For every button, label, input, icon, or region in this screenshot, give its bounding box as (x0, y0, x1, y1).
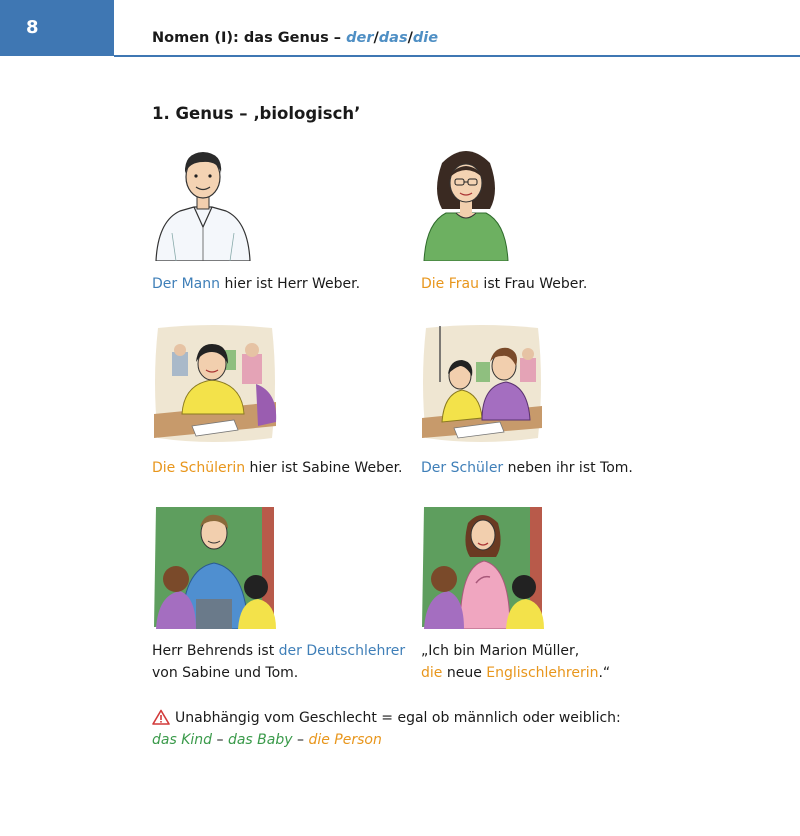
dash-1: – (212, 732, 228, 748)
highlight-der-deutschlehrer: der Deutschlehrer (278, 643, 406, 659)
caption-schueler-rest: neben ihr ist Tom. (503, 460, 633, 476)
caption-lehrer-line2: von Sabine und Tom. (152, 665, 299, 681)
caption-lehrerin (421, 640, 610, 684)
article-das: das (378, 30, 408, 46)
caption-lehrer (152, 640, 405, 684)
highlight-der-mann: Der Mann (152, 276, 221, 292)
highlight-die-schuelerin: Die Schülerin (152, 460, 246, 476)
englischlehrerin-illustration (420, 505, 544, 629)
example-das-kind: das Kind (152, 732, 213, 748)
schuelerin-illustration (152, 322, 278, 444)
note-line2 (152, 729, 621, 751)
caption-lehrerin-mid: neue (442, 665, 487, 681)
caption-mann (152, 273, 360, 295)
highlight-die-frau: Die Frau (421, 276, 479, 292)
note-text: Unabhängig vom Geschlecht = egal ob männlich oder weiblich: (175, 710, 621, 726)
warning-triangle-icon (152, 709, 170, 725)
caption-lehrer-prefix: Herr Behrends ist (152, 643, 279, 659)
man-illustration (152, 143, 254, 261)
caption-lehrer-line1 (152, 640, 405, 662)
slash-1: / (373, 30, 379, 46)
caption-schuelerin-rest: hier ist Sabine Weber. (245, 460, 403, 476)
deutschlehrer-illustration (152, 505, 276, 629)
highlight-der-schueler: Der Schüler (421, 460, 504, 476)
caption-frau (421, 273, 587, 295)
header-rule (114, 55, 800, 57)
caption-schueler (421, 457, 633, 479)
example-das-baby: das Baby (227, 732, 293, 748)
caption-frau-rest: ist Frau Weber. (478, 276, 588, 292)
caption-mann-rest: hier ist Herr Weber. (220, 276, 361, 292)
caption-lehrerin-end: .“ (598, 665, 611, 681)
caption-schuelerin (152, 457, 402, 479)
caption-lehrerin-line2 (421, 662, 610, 684)
schueler-illustration (420, 322, 544, 444)
example-die-person: die Person (308, 732, 382, 748)
woman-illustration (420, 143, 512, 261)
page-number: 8 (26, 17, 39, 38)
note-block (152, 707, 621, 751)
article-die: die (412, 30, 439, 46)
article-der: der (346, 30, 374, 46)
highlight-die: die (421, 665, 443, 681)
section-title: 1. Genus – ‚biologisch’ (152, 104, 361, 123)
dash-2: – (292, 732, 309, 748)
chapter-title-prefix: Nomen (I): das Genus – (152, 30, 347, 46)
page-number-tab (0, 0, 114, 56)
highlight-englischlehrerin: Englischlehrerin (486, 665, 599, 681)
chapter-title (152, 30, 438, 46)
caption-lehrerin-line1: „Ich bin Marion Müller, (421, 643, 580, 659)
note-line1 (152, 707, 621, 729)
slash-2: / (407, 30, 413, 46)
